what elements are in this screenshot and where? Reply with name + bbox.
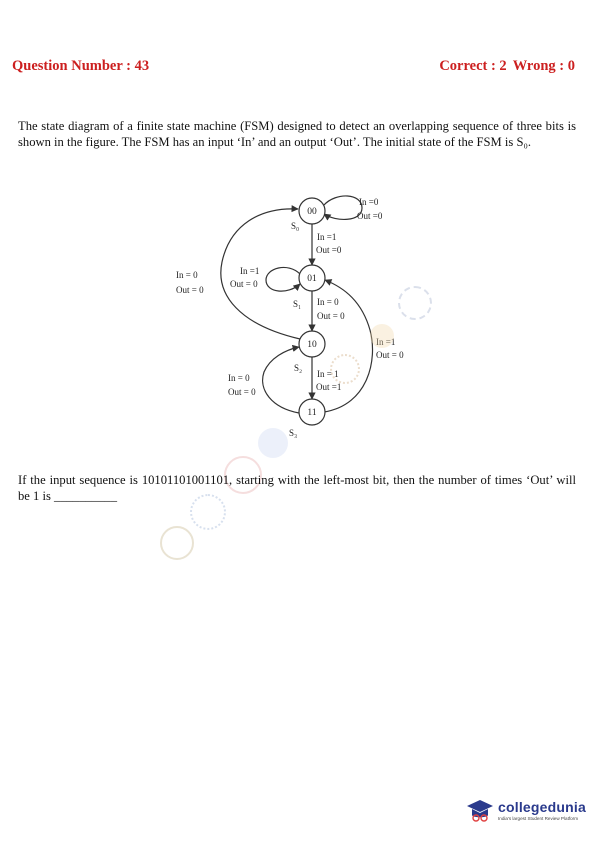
s1-s2-out-label: Out = 0 — [317, 311, 345, 321]
state-s2-code: 10 — [307, 340, 317, 350]
state-s0-name: S₀ — [291, 221, 300, 231]
question-intro: The state diagram of a finite state machine (FSM) designed to detect an overlapping sequence of three bits is shown in the figure. The FSM has an input ‘In’ and an output ‘Out’. The initial state of the FSM is S₀. — [18, 119, 576, 149]
s1-to-s0-edge — [221, 209, 300, 339]
s0-s1-out-label: Out =0 — [316, 245, 342, 255]
s0-s1-in-label: In =1 — [317, 232, 337, 242]
watermark-seal — [398, 286, 432, 320]
state-s0-code: 00 — [307, 207, 317, 217]
graduate-cap-icon — [466, 798, 494, 824]
watermark-seal — [330, 354, 360, 384]
s2-s3-out-label: Out =1 — [316, 382, 342, 392]
watermark-seal — [160, 526, 194, 560]
brand-tagline: India's largest Student Review Platform — [498, 816, 579, 821]
state-s3-name: S₃ — [289, 428, 298, 438]
s1-s0-in-label: In = 0 — [176, 270, 198, 280]
correct-count: Correct : 2 — [439, 58, 507, 74]
watermark-seal — [370, 324, 394, 348]
brand-logo — [466, 794, 588, 830]
state-s3-code: 11 — [307, 408, 317, 418]
state-s1-code: 01 — [307, 274, 317, 284]
s3-s2-out-label: Out = 0 — [228, 387, 256, 397]
s1-self-loop — [266, 267, 300, 291]
s1-self-out-label: Out = 0 — [230, 279, 258, 289]
s1-s2-in-label: In = 0 — [317, 297, 339, 307]
s3-s1-out-label: Out = 0 — [376, 350, 404, 360]
watermark-seal — [258, 428, 288, 458]
question-prompt: If the input sequence is 10101101001101, starting with the left-most bit, then the number of times ‘Out’ will be 1 is __________ — [18, 473, 576, 503]
s2-s3-in-label: In = 1 — [317, 369, 339, 379]
question-number: Question Number : 43 — [12, 58, 150, 74]
brand-name: collegedunia — [498, 799, 586, 815]
state-s2-name: S₂ — [294, 363, 303, 373]
state-s1-name: S₁ — [293, 299, 302, 309]
s1-s0-out-label: Out = 0 — [176, 285, 204, 295]
s3-s1-in-label: In =1 — [376, 337, 396, 347]
wrong-count: Wrong : 0 — [512, 58, 575, 74]
s0-self-out-label: Out =0 — [357, 211, 383, 221]
s0-self-in-label: In =0 — [359, 197, 379, 207]
s3-to-s2-edge — [263, 347, 299, 413]
s1-self-in-label: In =1 — [240, 266, 260, 276]
s3-s2-in-label: In = 0 — [228, 373, 250, 383]
